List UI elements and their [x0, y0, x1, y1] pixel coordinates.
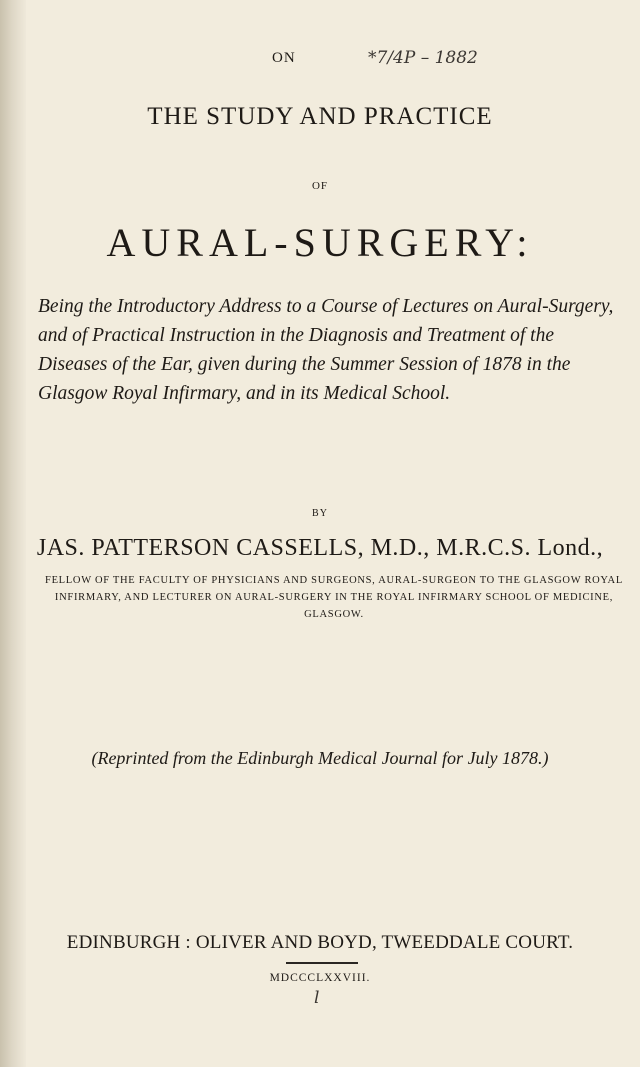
title-line-1: THE STUDY AND PRACTICE	[147, 103, 493, 130]
title-line-2: AURAL-SURGERY:	[106, 220, 534, 265]
page-binding-shadow	[0, 0, 26, 1067]
title-of: OF	[311, 180, 329, 192]
handwritten-note: *7/4P – 1882	[368, 48, 478, 68]
imprint-rule	[286, 962, 358, 964]
imprint-publisher: EDINBURGH : OLIVER AND BOYD, TWEEDDALE COURT.	[66, 932, 574, 953]
author-name: JAS. PATTERSON CASSELLS, M.D., M.R.C.S. Lond.,	[36, 535, 604, 561]
header-on: ON	[272, 50, 296, 66]
handwritten-mark: l	[314, 988, 320, 1008]
reprint-note: (Reprinted from the Edinburgh Medical Journal for July 1878.)	[91, 748, 549, 768]
by-label: BY	[312, 508, 328, 519]
author-affiliation: FELLOW OF THE FACULTY OF PHYSICIANS AND SURGEONS, AURAL-SURGEON TO THE GLASGOW ROYAL INFIRMARY, AND LECTURER ON AURAL-SURGERY IN THE ROYAL INFIRMARY SCHOOL OF MEDICINE, GLASGOW.	[45, 575, 623, 620]
imprint-date: MDCCCLXXVIII.	[269, 972, 371, 984]
subtitle: Being the Introductory Address to a Course of Lectures on Aural-Surgery, and of Practical Instruction in the Diagnosis and Treatment of the Diseases of the Ear, given during the Summer Session of 1878 in the Glasgow Royal Infirmary, and in its Medical School.	[38, 296, 614, 404]
